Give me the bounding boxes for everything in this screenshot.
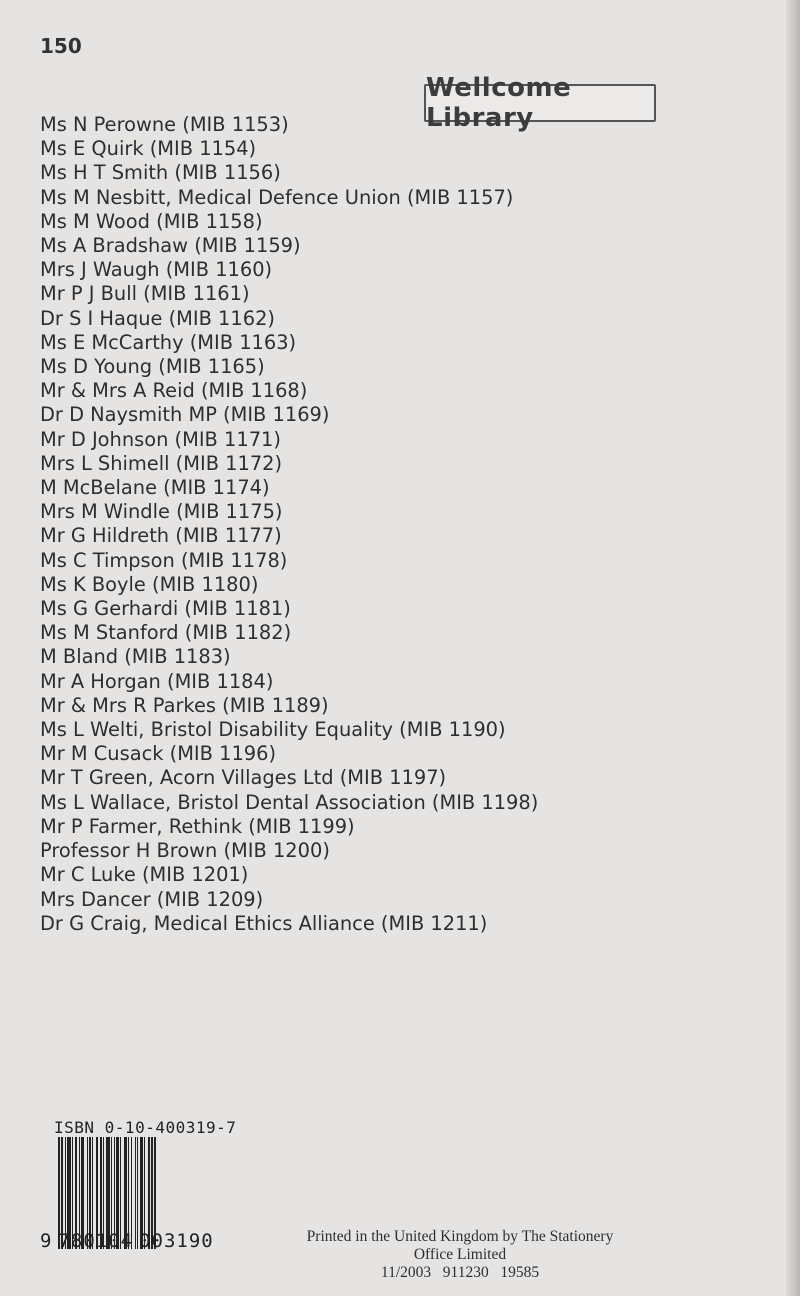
- page-number: 150: [40, 34, 82, 58]
- list-item: Ms L Wallace, Bristol Dental Association (MIB 1198): [40, 790, 539, 814]
- list-item: Ms M Nesbitt, Medical Defence Union (MIB 1157): [40, 185, 514, 209]
- list-item: Mr D Johnson (MIB 1171): [40, 427, 281, 451]
- ean-left-group: 780104: [58, 1230, 134, 1252]
- list-item: Mrs Dancer (MIB 1209): [40, 887, 264, 911]
- printer-line: Printed in the United Kingdom by The Stationery Office Limited: [306, 1228, 614, 1263]
- list-item: Ms A Bradshaw (MIB 1159): [40, 234, 301, 258]
- page-edge: [786, 0, 800, 1296]
- list-item: Ms E Quirk (MIB 1154): [40, 137, 257, 161]
- respondent-list: [40, 113, 538, 936]
- list-item: Mr P J Bull (MIB 1161): [40, 282, 250, 306]
- list-item: Dr G Craig, Medical Ethics Alliance (MIB 1211): [40, 911, 488, 935]
- printer-imprint: [300, 1228, 620, 1282]
- list-item: Dr D Naysmith MP (MIB 1169): [40, 403, 330, 427]
- list-item: Mr T Green, Acorn Villages Ltd (MIB 1197): [40, 766, 447, 790]
- list-item: Mr G Hildreth (MIB 1177): [40, 524, 282, 548]
- list-item: Mr & Mrs A Reid (MIB 1168): [40, 379, 308, 403]
- list-item: M Bland (MIB 1183): [40, 645, 231, 669]
- ean-number: [40, 1230, 214, 1252]
- list-item: Mrs M Windle (MIB 1175): [40, 500, 283, 524]
- list-item: Ms M Wood (MIB 1158): [40, 209, 263, 233]
- list-item: Ms N Perowne (MIB 1153): [40, 113, 289, 136]
- list-item: Mrs L Shimell (MIB 1172): [40, 451, 283, 475]
- print-code-line: 11/2003 911230 19585: [380, 1264, 540, 1281]
- list-item: Ms G Gerhardi (MIB 1181): [40, 597, 291, 621]
- list-item: Ms D Young (MIB 1165): [40, 355, 265, 379]
- list-item: Mr & Mrs R Parkes (MIB 1189): [40, 693, 329, 717]
- list-item: Mr C Luke (MIB 1201): [40, 863, 249, 887]
- list-item: Ms H T Smith (MIB 1156): [40, 161, 281, 185]
- list-item: Ms L Welti, Bristol Disability Equality (MIB 1190): [40, 718, 506, 742]
- list-item: M McBelane (MIB 1174): [40, 476, 270, 500]
- list-item: Mr P Farmer, Rethink (MIB 1199): [40, 814, 355, 838]
- ean-right-group: 003190: [139, 1230, 214, 1252]
- list-item: Ms C Timpson (MIB 1178): [40, 548, 288, 572]
- list-item: Ms E McCarthy (MIB 1163): [40, 330, 297, 354]
- list-item: Ms M Stanford (MIB 1182): [40, 621, 292, 645]
- list-item: Dr S I Haque (MIB 1162): [40, 306, 275, 330]
- list-item: Ms K Boyle (MIB 1180): [40, 572, 259, 596]
- list-item: Mr M Cusack (MIB 1196): [40, 742, 277, 766]
- list-item: Mr A Horgan (MIB 1184): [40, 669, 274, 693]
- library-stamp: Wellcome Library: [424, 84, 656, 122]
- isbn-label: ISBN 0-10-400319-7: [54, 1118, 237, 1137]
- list-item: Professor H Brown (MIB 1200): [40, 839, 330, 863]
- ean-lead-digit: 9: [40, 1230, 53, 1252]
- list-item: Mrs J Waugh (MIB 1160): [40, 258, 273, 282]
